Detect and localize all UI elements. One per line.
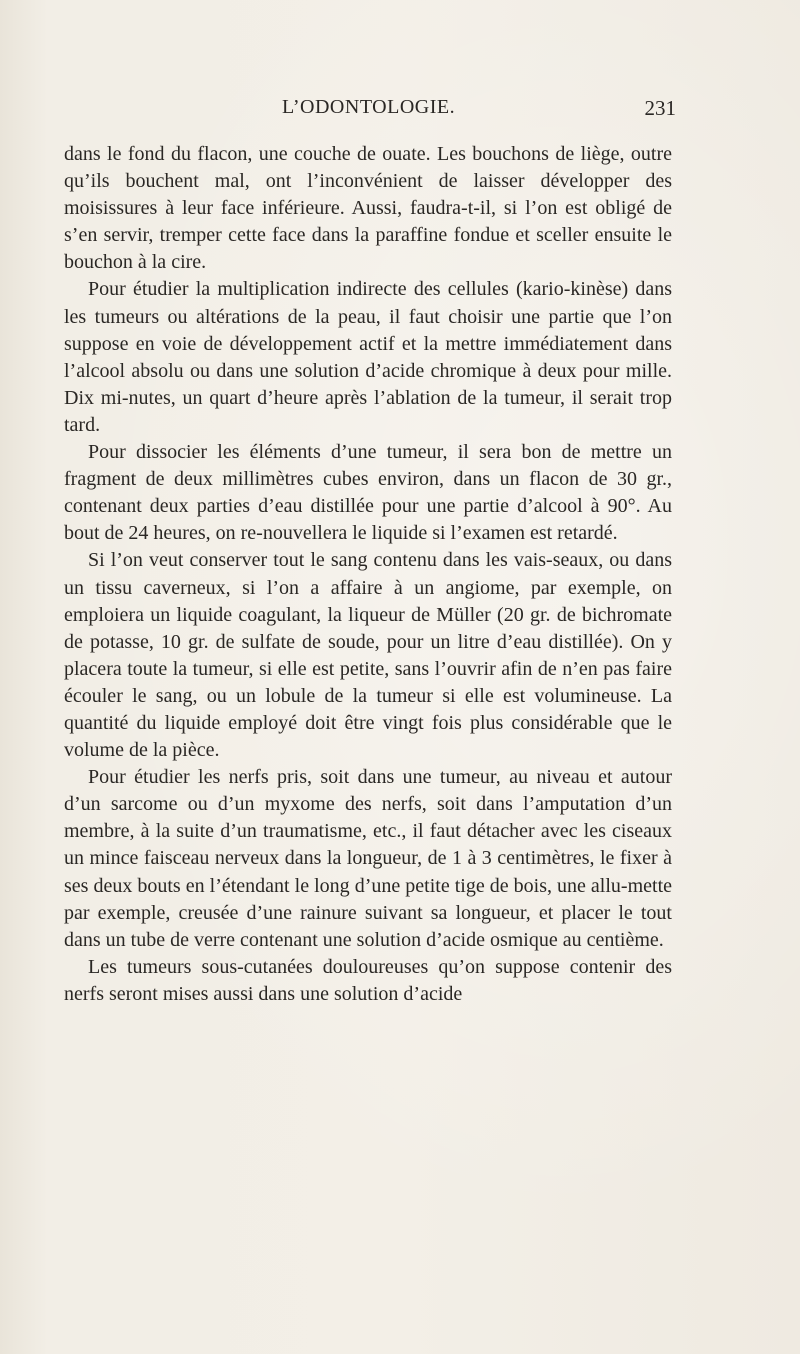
- page-number: 231: [644, 96, 676, 120]
- paragraph-blood-preservation: Si l’on veut conserver tout le sang contenu dans les vais-seaux, ou dans un tissu caverneux, si l’on a affaire à un angiome, par exemple, on emploiera un liquide coagulant, la liqueur de Müller (20 gr. de bichromate de potasse, 10 gr. de sulfate de soude, pour un litre d’eau distillée). On y placera toute la tumeur, si elle est petite, sans l’ouvrir afin de n’en pas faire écouler le sang, ou un lobule de la tumeur si elle est volumineuse. La quantité du liquide employé doit être vingt fois plus considérable que le volume de la pièce.: [64, 549, 672, 762]
- paragraph-cork-stoppers: dans le fond du flacon, une couche de ouate. Les bouchons de liège, outre qu’ils bouchent mal, ont l’inconvénient de laisser développer des moisissures à leur face inférieure. Aussi, faudra-t-il, si l’on est obligé de s’en servir, tremper cette face dans la paraffine fondue et sceller ensuite le bouchon à la cire.: [64, 143, 672, 274]
- running-head: [64, 92, 676, 122]
- paragraph-subcutaneous-tumors: Les tumeurs sous-cutanées douloureuses qu’on suppose contenir des nerfs seront mises aussi dans une solution d’acide: [64, 955, 672, 1005]
- body-text: [64, 141, 672, 1008]
- paragraph-nerves: Pour étudier les nerfs pris, soit dans une tumeur, au niveau et autour d’un sarcome ou d’un myxome des nerfs, soit dans l’amputation d’un membre, à la suite d’un traumatisme, etc., il faut détacher avec les ciseaux un mince faisceau nerveux dans la longueur, de 1 à 3 centimètres, le fixer à ses deux bouts en l’étendant le long d’une petite tige de bois, une allu-mette par exemple, creusée d’une rainure suivant sa longueur, et placer le tout dans un tube de verre contenant une solution d’acide osmique au centième.: [64, 766, 672, 951]
- paragraph-karyokinesis: Pour étudier la multiplication indirecte des cellules (kario-kinèse) dans les tumeurs ou altérations de la peau, il faut choisir une partie que l’on suppose en voie de développement actif et la mettre immédiatement dans l’alcool absolu ou dans une solution d’acide chromique à deux pour mille. Dix mi-nutes, un quart d’heure après l’ablation de la tumeur, il serait trop tard.: [64, 278, 672, 436]
- running-title: L’ODONTOLOGIE.: [282, 96, 456, 118]
- paragraph-dissociation: Pour dissocier les éléments d’une tumeur, il sera bon de mettre un fragment de deux millimètres cubes environ, dans un flacon de 30 gr., contenant deux parties d’eau distillée pour une partie d’alcool à 90°. Au bout de 24 heures, on re-nouvellera le liquide si l’examen est retardé.: [64, 441, 672, 545]
